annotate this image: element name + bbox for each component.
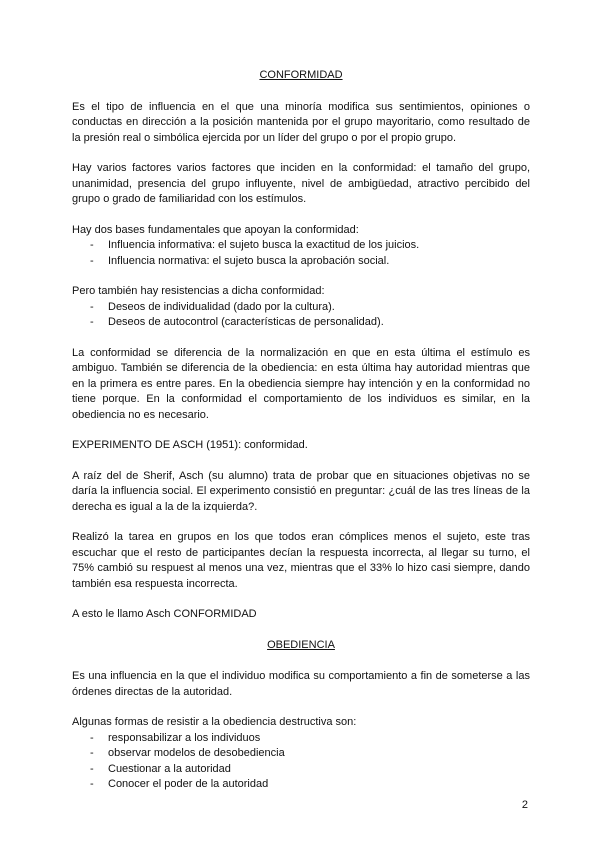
- paragraph-definition: Es el tipo de influencia en el que una minoría modifica sus sentimientos, opiniones o conductas en dirección a la posición mantenida por el grupo mayoritario, como resultado de la presión real o simbólica ejercida por un líder del grupo o por el propio grupo.: [72, 100, 530, 144]
- paragraph-results: Realizó la tarea en grupos en los que todos eran cómplices menos el sujeto, este tras escuchar que el resto de participantes decían la respuesta incorrecta, al llegar su turno, el 75% cambió su respuest al menos una vez, mientras que el 33% lo hizo casi siempre, dando también esa respuesta incorrecta.: [72, 531, 530, 590]
- paragraph-differences: La conformidad se diferencia de la normalización en que en esta última el estímulo es ambiguo. También se diferencia de la obediencia: en esta última hay autoridad mientras que en la primera es entre pares. En la obediencia siempre hay intención y en la conformidad no tiene porque. En la conformidad el comportamiento de los individuos es similar, en la obediencia no es necesario.: [72, 346, 530, 421]
- paragraph-obediencia-definition: Es una influencia en la que el individuo modifica su comportamiento a fin de someterse a las órdenes directas de la autoridad.: [72, 670, 530, 698]
- resist-list: [72, 300, 530, 331]
- list-item: - responsabilizar a los individuos: [90, 731, 530, 747]
- paragraph-forms-intro: Algunas formas de resistir a la obediencia destructiva son:: [72, 716, 357, 728]
- section-title-obediencia: OBEDIENCIA: [267, 638, 335, 651]
- paragraph-conclusion: A esto le llamo Asch CONFORMIDAD: [72, 608, 257, 620]
- paragraph-factors: Hay varios factores varios factores que inciden en la conformidad: el tamaño del grupo, unanimidad, presencia del grupo influyente, nivel de ambigüedad, atractivo percibido del grupo o grado de familiaridad con los estímulos.: [72, 162, 530, 205]
- list-item: - Deseos de autocontrol (características de personalidad).: [90, 315, 530, 331]
- list-item: - Deseos de individualidad (dado por la cultura).: [90, 300, 530, 316]
- paragraph-resist-intro: Pero también hay resistencias a dicha conformidad:: [72, 285, 325, 297]
- forms-list: [72, 731, 530, 793]
- paragraph-bases-intro: Hay dos bases fundamentales que apoyan la conformidad:: [72, 223, 359, 236]
- list-item: - Conocer el poder de la autoridad: [90, 777, 530, 793]
- paragraph-experiment: A raíz del de Sherif, Asch (su alumno) trata de probar que en situaciones objetivas no se daría la influencia social. El experimento consistió en preguntar: ¿cuál de las tres líneas de la derecha es igual a la de la izquierda?.: [72, 469, 530, 513]
- bases-list: [72, 238, 530, 269]
- list-item: - Influencia informativa: el sujeto busca la exactitud de los juicios.: [90, 238, 530, 254]
- list-item: - observar modelos de desobediencia: [90, 746, 530, 762]
- list-item: - Influencia normativa: el sujeto busca la aprobación social.: [90, 254, 530, 270]
- experiment-heading: EXPERIMENTO DE ASCH (1951): conformidad.: [72, 439, 308, 451]
- page-number: 2: [521, 799, 528, 811]
- list-item: - Cuestionar a la autoridad: [90, 762, 530, 778]
- section-title-conformidad: CONFORMIDAD: [259, 69, 343, 81]
